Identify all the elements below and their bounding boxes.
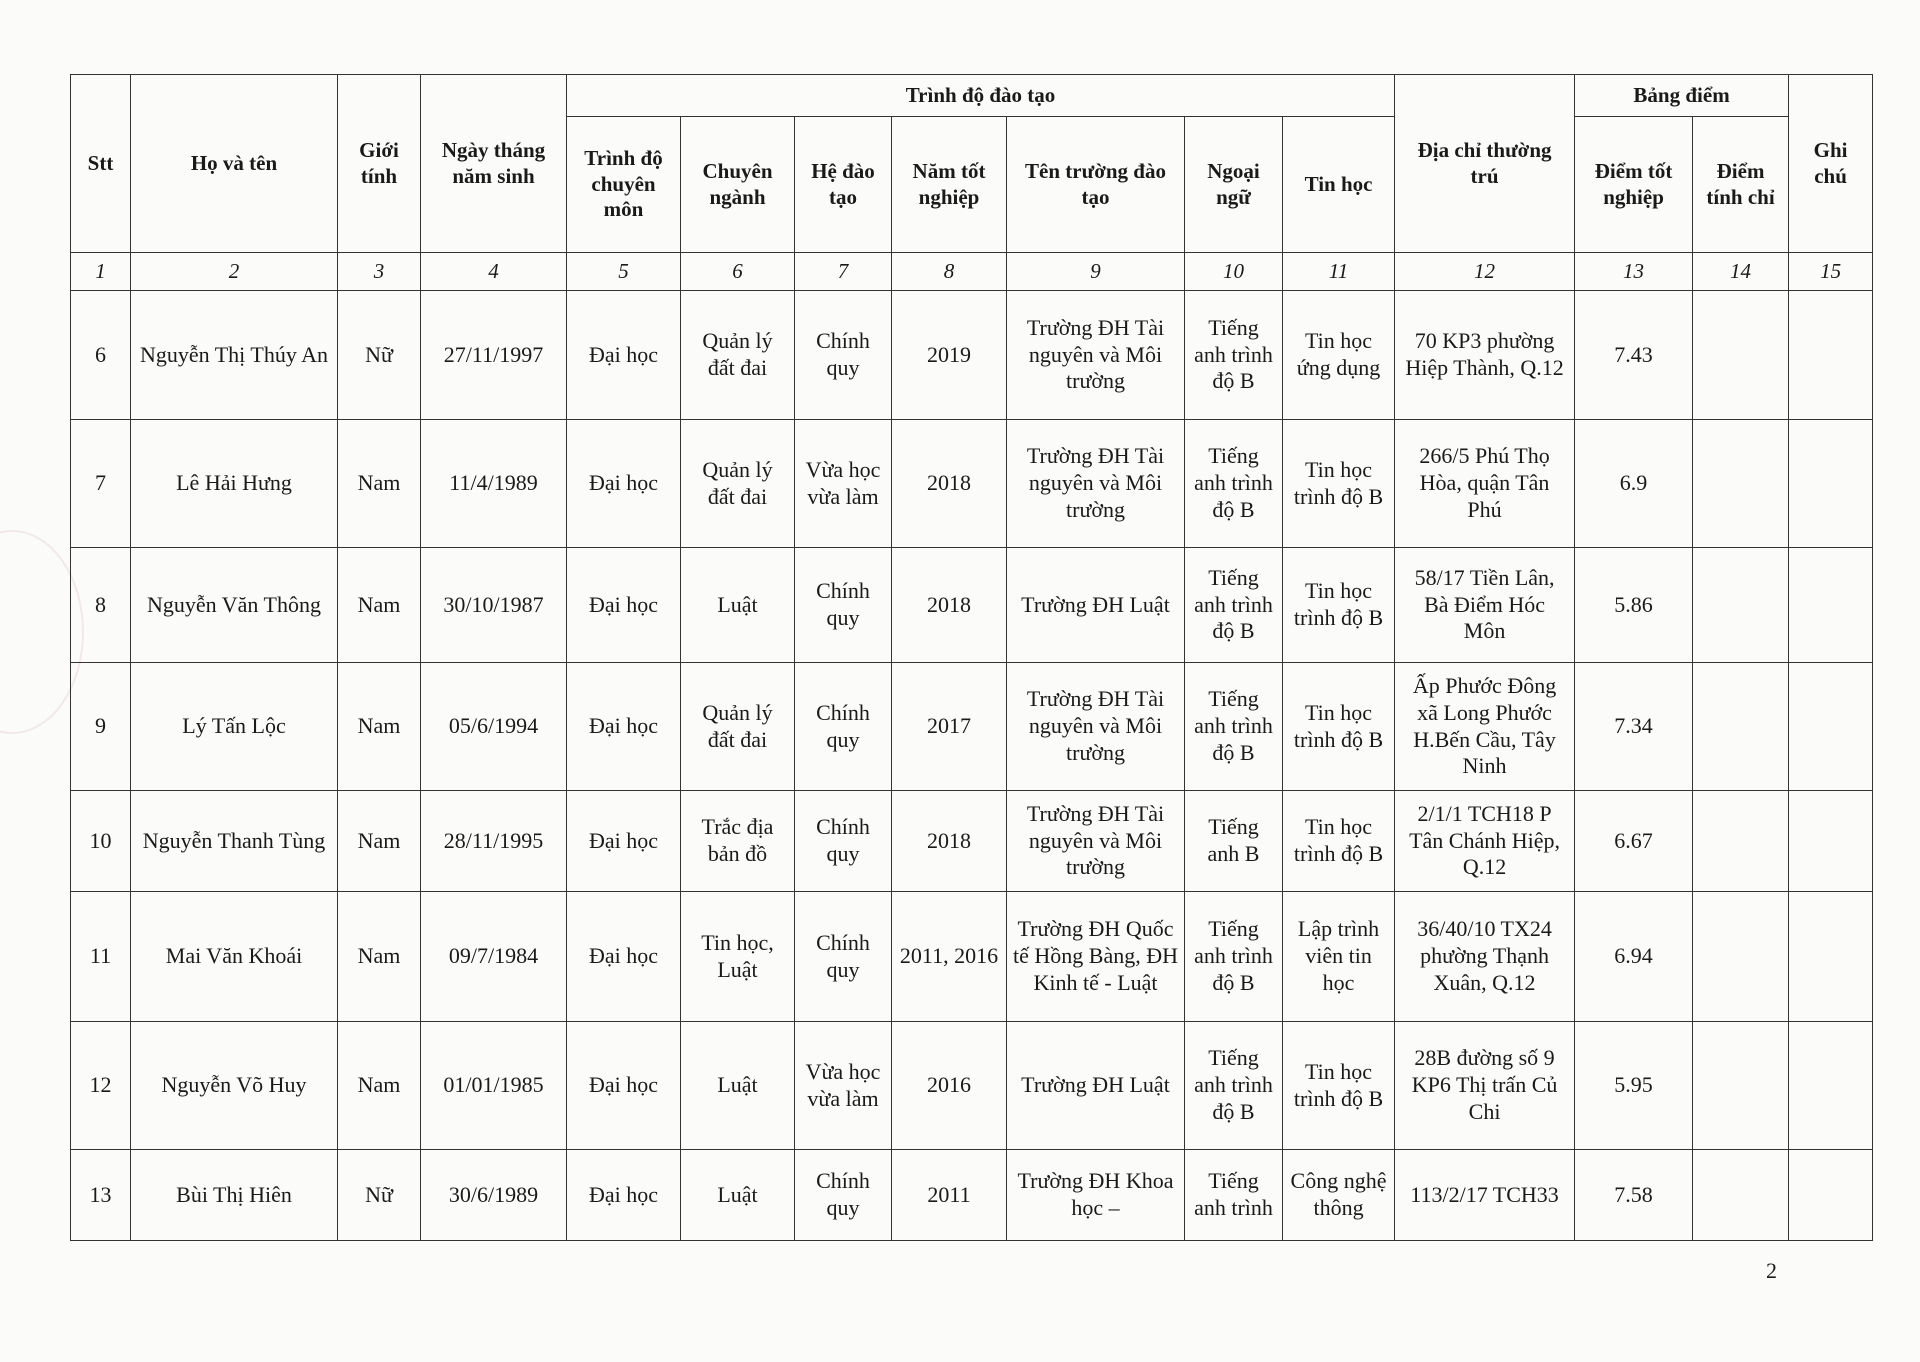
cell-address: 36/40/10 TX24 phường Thạnh Xuân, Q.12 — [1395, 892, 1575, 1022]
cell-stt: 11 — [71, 892, 131, 1022]
cell-gender: Nam — [338, 892, 421, 1022]
candidate-table — [70, 74, 1873, 1241]
col-gender-header: Giới tính — [338, 75, 421, 253]
cell-school: Trường ĐH Tài nguyên và Môi trường — [1007, 791, 1185, 892]
cell-major: Luật — [681, 1150, 795, 1241]
cell-address: 58/17 Tiền Lân, Bà Điểm Hóc Môn — [1395, 548, 1575, 663]
col-stt-header: Stt — [71, 75, 131, 253]
cell-dob: 05/6/1994 — [421, 663, 567, 791]
cell-mode: Chính quy — [795, 1150, 892, 1241]
cell-gender: Nữ — [338, 1150, 421, 1241]
cell-dob: 28/11/1995 — [421, 791, 567, 892]
table-row — [71, 1150, 1873, 1241]
scores-group-header: Bảng điểm — [1575, 75, 1789, 117]
cell-credit-score — [1693, 548, 1789, 663]
table-row — [71, 548, 1873, 663]
column-number: 10 — [1185, 253, 1283, 291]
cell-address: 2/1/1 TCH18 P Tân Chánh Hiệp, Q.12 — [1395, 791, 1575, 892]
col-school-header: Tên trường đào tạo — [1007, 117, 1185, 253]
cell-name: Nguyễn Thanh Tùng — [131, 791, 338, 892]
col-it-header: Tin học — [1283, 117, 1395, 253]
cell-grad-score: 5.86 — [1575, 548, 1693, 663]
cell-credit-score — [1693, 1150, 1789, 1241]
col-lang-header: Ngoại ngữ — [1185, 117, 1283, 253]
cell-year: 2018 — [892, 548, 1007, 663]
cell-school: Trường ĐH Tài nguyên và Môi trường — [1007, 420, 1185, 548]
cell-major: Quản lý đất đai — [681, 291, 795, 420]
table-row — [71, 663, 1873, 791]
table-row — [71, 420, 1873, 548]
column-number: 6 — [681, 253, 795, 291]
cell-name: Nguyễn Văn Thông — [131, 548, 338, 663]
cell-year: 2011 — [892, 1150, 1007, 1241]
cell-level: Đại học — [567, 548, 681, 663]
cell-lang: Tiếng anh B — [1185, 791, 1283, 892]
cell-it: Lập trình viên tin học — [1283, 892, 1395, 1022]
cell-gender: Nữ — [338, 291, 421, 420]
col-year-header: Năm tốt nghiệp — [892, 117, 1007, 253]
table-row — [71, 1022, 1873, 1150]
col-note-header: Ghi chú — [1789, 75, 1873, 253]
column-number: 12 — [1395, 253, 1575, 291]
cell-credit-score — [1693, 892, 1789, 1022]
col-name-header: Họ và tên — [131, 75, 338, 253]
column-number: 9 — [1007, 253, 1185, 291]
cell-major: Quản lý đất đai — [681, 420, 795, 548]
cell-note — [1789, 663, 1873, 791]
cell-level: Đại học — [567, 892, 681, 1022]
cell-school: Trường ĐH Luật — [1007, 548, 1185, 663]
cell-major: Quản lý đất đai — [681, 663, 795, 791]
cell-gender: Nam — [338, 548, 421, 663]
page-number: 2 — [1766, 1258, 1777, 1283]
cell-lang: Tiếng anh trình — [1185, 1150, 1283, 1241]
cell-note — [1789, 291, 1873, 420]
cell-address: Ấp Phước Đông xã Long Phước H.Bến Cầu, Tây Ninh — [1395, 663, 1575, 791]
cell-it: Công nghệ thông — [1283, 1150, 1395, 1241]
cell-gender: Nam — [338, 420, 421, 548]
cell-school: Trường ĐH Quốc tế Hồng Bàng, ĐH Kinh tế - Luật — [1007, 892, 1185, 1022]
cell-note — [1789, 791, 1873, 892]
column-number: 7 — [795, 253, 892, 291]
column-number: 15 — [1789, 253, 1873, 291]
cell-gender: Nam — [338, 1022, 421, 1150]
cell-mode: Chính quy — [795, 892, 892, 1022]
cell-year: 2017 — [892, 663, 1007, 791]
col-credit-score-header: Điểm tính chỉ — [1693, 117, 1789, 253]
cell-credit-score — [1693, 1022, 1789, 1150]
table-row — [71, 791, 1873, 892]
cell-it: Tin học trình độ B — [1283, 791, 1395, 892]
cell-lang: Tiếng anh trình độ B — [1185, 291, 1283, 420]
cell-level: Đại học — [567, 1150, 681, 1241]
cell-address: 113/2/17 TCH33 — [1395, 1150, 1575, 1241]
cell-dob: 30/10/1987 — [421, 548, 567, 663]
cell-name: Nguyễn Võ Huy — [131, 1022, 338, 1150]
cell-grad-score: 6.94 — [1575, 892, 1693, 1022]
column-number: 4 — [421, 253, 567, 291]
cell-stt: 7 — [71, 420, 131, 548]
cell-year: 2011, 2016 — [892, 892, 1007, 1022]
cell-lang: Tiếng anh trình độ B — [1185, 548, 1283, 663]
cell-dob: 11/4/1989 — [421, 420, 567, 548]
cell-mode: Chính quy — [795, 548, 892, 663]
cell-dob: 09/7/1984 — [421, 892, 567, 1022]
cell-major: Luật — [681, 548, 795, 663]
column-number: 2 — [131, 253, 338, 291]
cell-note — [1789, 1022, 1873, 1150]
cell-stt: 8 — [71, 548, 131, 663]
cell-credit-score — [1693, 663, 1789, 791]
cell-year: 2019 — [892, 291, 1007, 420]
cell-stt: 12 — [71, 1022, 131, 1150]
cell-credit-score — [1693, 291, 1789, 420]
cell-dob: 30/6/1989 — [421, 1150, 567, 1241]
cell-level: Đại học — [567, 291, 681, 420]
cell-it: Tin học trình độ B — [1283, 663, 1395, 791]
col-grad-score-header: Điểm tốt nghiệp — [1575, 117, 1693, 253]
cell-school: Trường ĐH Tài nguyên và Môi trường — [1007, 663, 1185, 791]
col-level-header: Trình độ chuyên môn — [567, 117, 681, 253]
cell-note — [1789, 548, 1873, 663]
cell-mode: Chính quy — [795, 663, 892, 791]
cell-stt: 6 — [71, 291, 131, 420]
cell-level: Đại học — [567, 791, 681, 892]
column-number: 3 — [338, 253, 421, 291]
cell-year: 2018 — [892, 791, 1007, 892]
col-dob-header: Ngày tháng năm sinh — [421, 75, 567, 253]
cell-note — [1789, 1150, 1873, 1241]
cell-major: Tin học, Luật — [681, 892, 795, 1022]
cell-name: Nguyễn Thị Thúy An — [131, 291, 338, 420]
column-number: 8 — [892, 253, 1007, 291]
cell-level: Đại học — [567, 420, 681, 548]
cell-gender: Nam — [338, 791, 421, 892]
cell-grad-score: 7.34 — [1575, 663, 1693, 791]
cell-major: Luật — [681, 1022, 795, 1150]
cell-grad-score: 6.67 — [1575, 791, 1693, 892]
cell-lang: Tiếng anh trình độ B — [1185, 1022, 1283, 1150]
cell-note — [1789, 420, 1873, 548]
cell-school: Trường ĐH Tài nguyên và Môi trường — [1007, 291, 1185, 420]
cell-lang: Tiếng anh trình độ B — [1185, 892, 1283, 1022]
cell-lang: Tiếng anh trình độ B — [1185, 420, 1283, 548]
cell-note — [1789, 892, 1873, 1022]
cell-grad-score: 6.9 — [1575, 420, 1693, 548]
cell-it: Tin học ứng dụng — [1283, 291, 1395, 420]
column-number: 1 — [71, 253, 131, 291]
cell-it: Tin học trình độ B — [1283, 1022, 1395, 1150]
cell-grad-score: 5.95 — [1575, 1022, 1693, 1150]
cell-level: Đại học — [567, 1022, 681, 1150]
column-number: 13 — [1575, 253, 1693, 291]
cell-credit-score — [1693, 791, 1789, 892]
cell-stt: 9 — [71, 663, 131, 791]
column-number: 5 — [567, 253, 681, 291]
cell-level: Đại học — [567, 663, 681, 791]
cell-credit-score — [1693, 420, 1789, 548]
cell-mode: Vừa học vừa làm — [795, 420, 892, 548]
cell-lang: Tiếng anh trình độ B — [1185, 663, 1283, 791]
cell-mode: Vừa học vừa làm — [795, 1022, 892, 1150]
cell-stt: 13 — [71, 1150, 131, 1241]
col-major-header: Chuyên ngành — [681, 117, 795, 253]
column-number: 11 — [1283, 253, 1395, 291]
cell-stt: 10 — [71, 791, 131, 892]
cell-name: Bùi Thị Hiên — [131, 1150, 338, 1241]
cell-grad-score: 7.58 — [1575, 1150, 1693, 1241]
cell-address: 70 KP3 phường Hiệp Thành, Q.12 — [1395, 291, 1575, 420]
cell-name: Lê Hải Hưng — [131, 420, 338, 548]
column-number: 14 — [1693, 253, 1789, 291]
col-mode-header: Hệ đào tạo — [795, 117, 892, 253]
cell-school: Trường ĐH Luật — [1007, 1022, 1185, 1150]
cell-address: 266/5 Phú Thọ Hòa, quận Tân Phú — [1395, 420, 1575, 548]
cell-grad-score: 7.43 — [1575, 291, 1693, 420]
cell-mode: Chính quy — [795, 291, 892, 420]
cell-name: Mai Văn Khoái — [131, 892, 338, 1022]
cell-year: 2018 — [892, 420, 1007, 548]
header-row-1 — [71, 75, 1873, 117]
cell-name: Lý Tấn Lộc — [131, 663, 338, 791]
cell-major: Trắc địa bản đồ — [681, 791, 795, 892]
cell-gender: Nam — [338, 663, 421, 791]
training-group-header: Trình độ đào tạo — [567, 75, 1395, 117]
cell-dob: 27/11/1997 — [421, 291, 567, 420]
cell-it: Tin học trình độ B — [1283, 548, 1395, 663]
table-row — [71, 291, 1873, 420]
cell-address: 28B đường số 9 KP6 Thị trấn Củ Chi — [1395, 1022, 1575, 1150]
cell-it: Tin học trình độ B — [1283, 420, 1395, 548]
cell-dob: 01/01/1985 — [421, 1022, 567, 1150]
cell-year: 2016 — [892, 1022, 1007, 1150]
table-row — [71, 892, 1873, 1022]
cell-mode: Chính quy — [795, 791, 892, 892]
col-address-header: Địa chỉ thường trú — [1395, 75, 1575, 253]
cell-school: Trường ĐH Khoa học – — [1007, 1150, 1185, 1241]
column-number-row — [71, 253, 1873, 291]
